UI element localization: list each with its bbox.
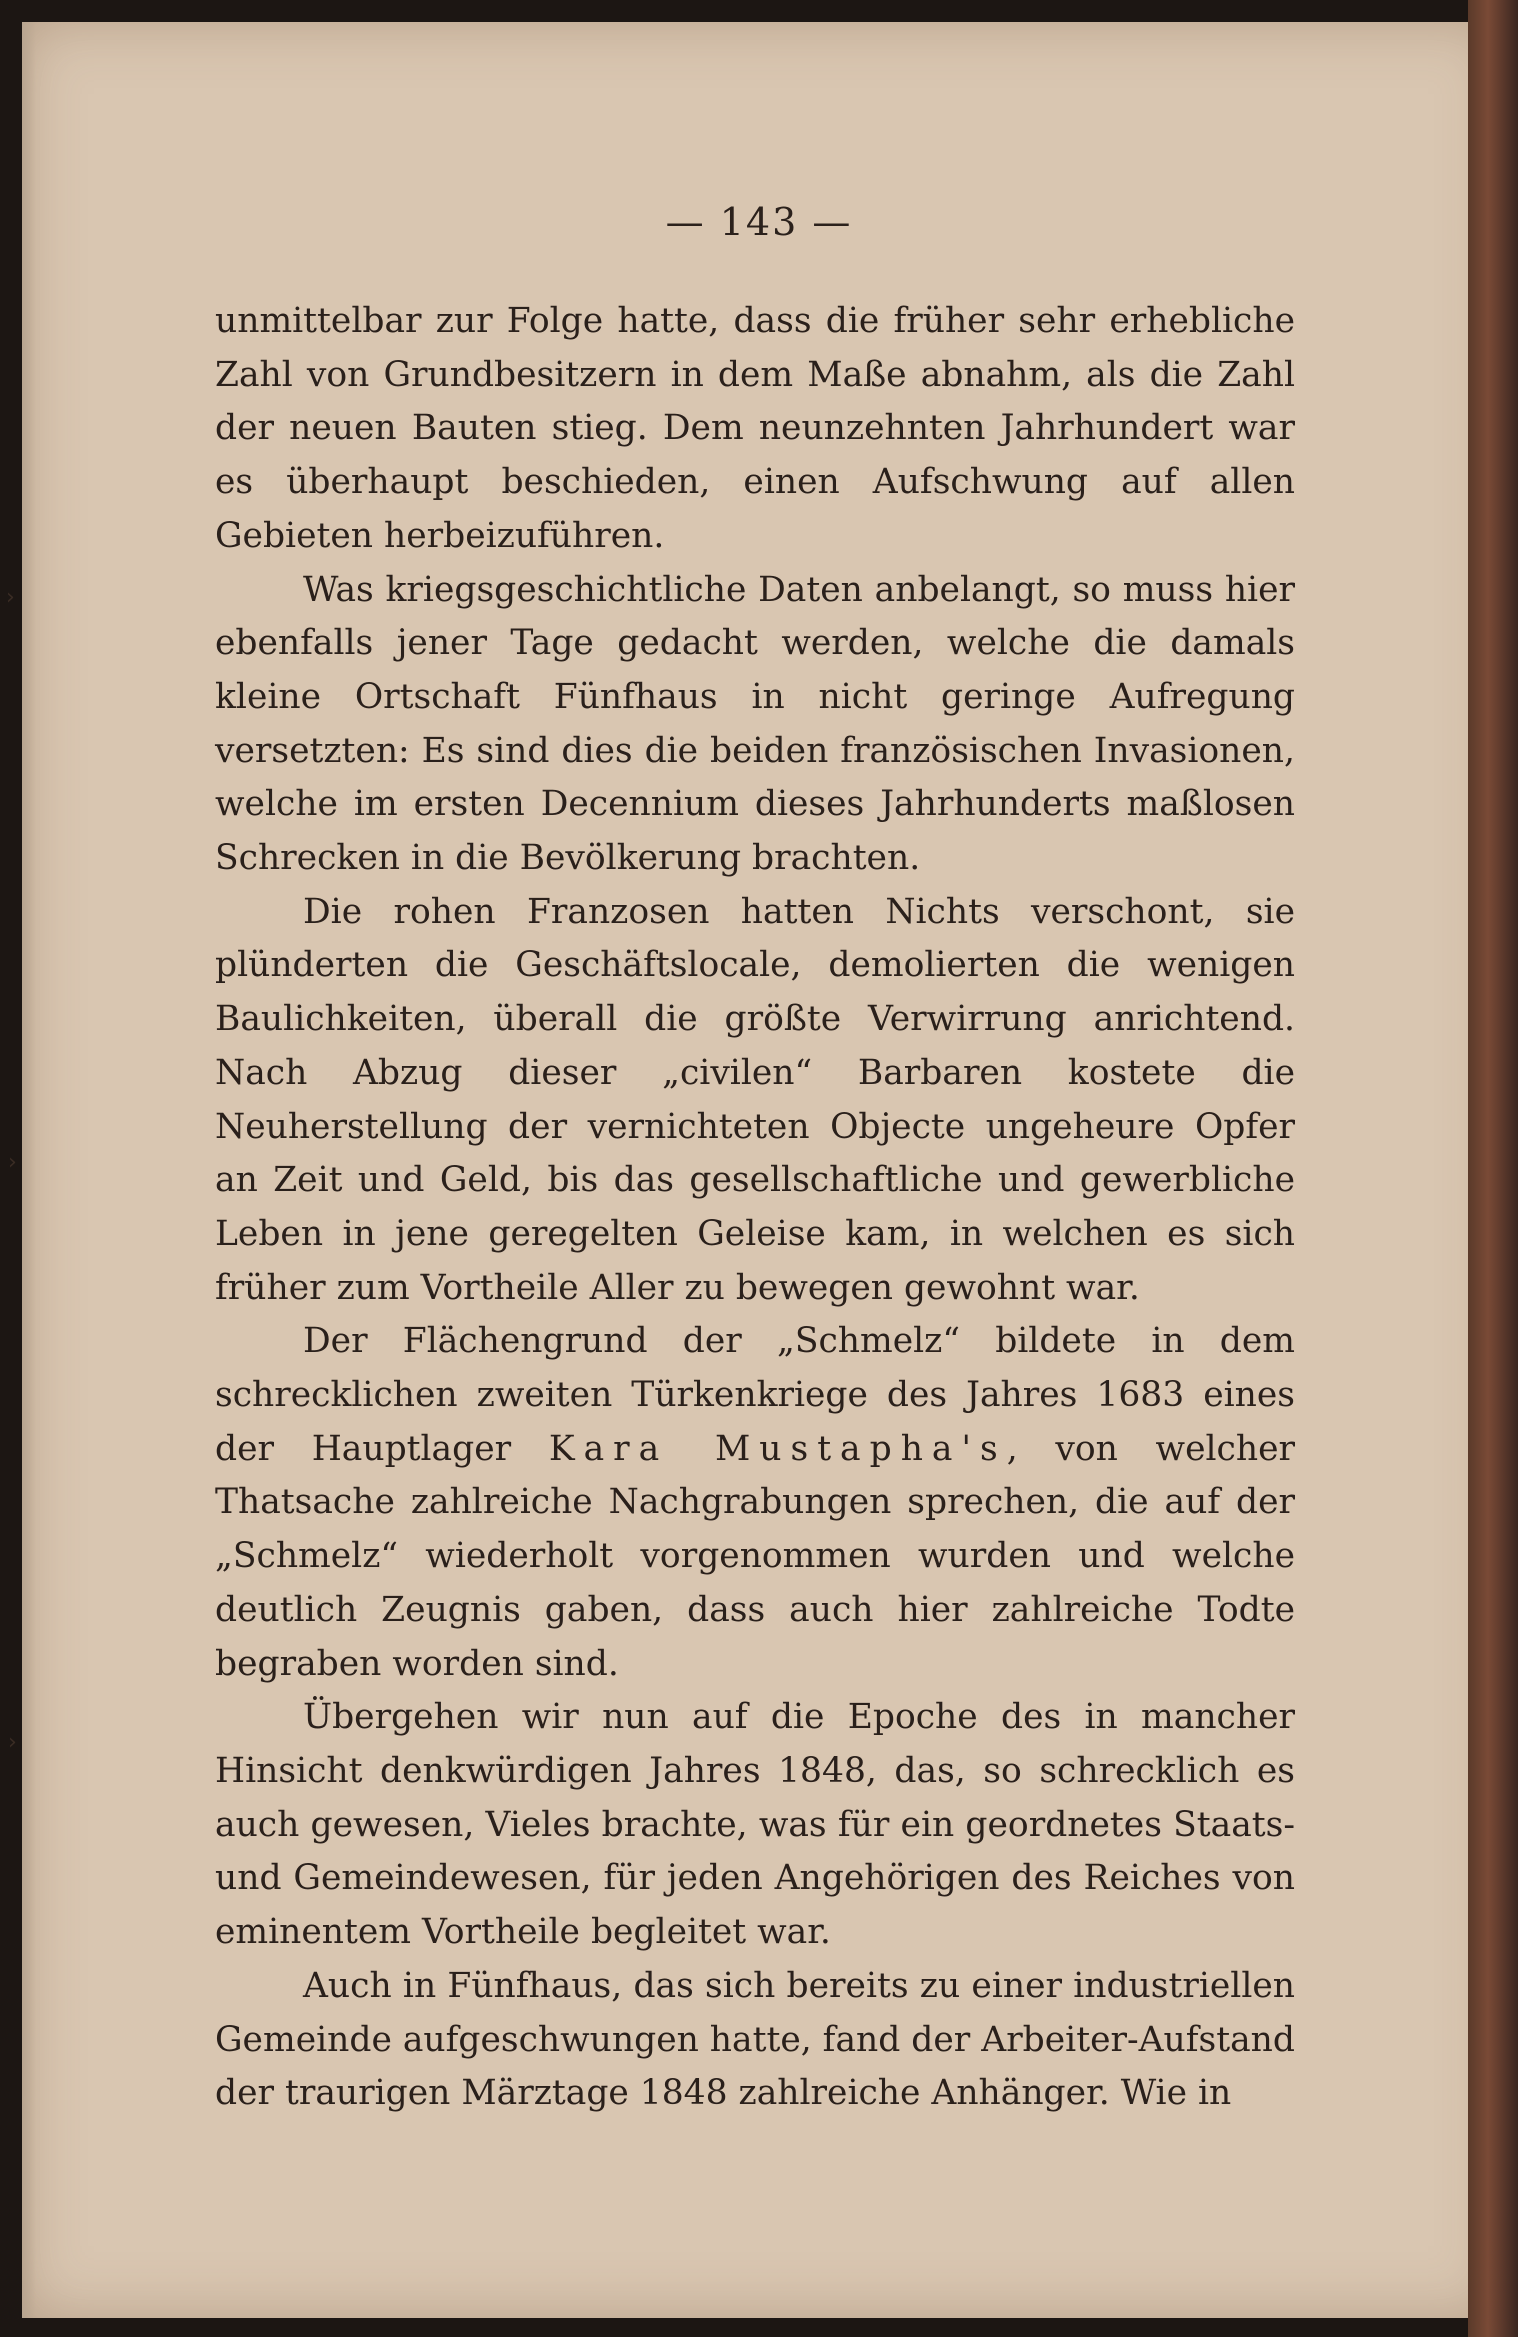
paragraph-2: Was kriegsgeschichtliche Daten anbelangt, so muss hier ebenfalls jener Tage gedacht werden, welche die damals kleine Ortschaft Fünfhaus in nicht geringe Aufregung versetzten: Es sind dies die beiden französischen Invasionen, welche im ersten Decennium dieses Jahrhunderts maßlosen Schrecken in die Bevölkerung brachten. — [215, 569, 1295, 879]
page-number: — 143 — — [665, 200, 853, 244]
paragraph-5: Übergehen wir nun auf die Epoche des in mancher Hinsicht denkwürdigen Jahres 1848, das, so schrecklich es auch gewesen, Vieles brachte, was für ein geordnetes Staats- und Gemeindewesen, für jeden Angehörigen des Reiches von eminentem Vortheile begleitet war. — [215, 1697, 1295, 1953]
paragraph-6: Auch in Fünfhaus, das sich bereits zu einer industriellen Gemeinde aufgeschwungen hatte, fand der Arbeiter-Aufstand der traurigen Märztage 1848 zahlreiche Anhänger. Wie in — [215, 1965, 1295, 2114]
paragraph-3: Die rohen Franzosen hatten Nichts verschont, sie plünderten die Geschäftslocale, demolierten die wenigen Baulichkeiten, überall die größte Verwirrung anrichtend. Nach Abzug dieser „civilen“ Barbaren kostete die Neuherstellung der vernichteten Objecte ungeheure Opfer an Zeit und Geld, bis das gesellschaftliche und gewerbliche Leben in jene geregelten Geleise kam, in welchen es sich früher zum Vortheile Aller zu bewegen gewohnt war. — [215, 891, 1295, 1308]
body-text — [215, 295, 1295, 2121]
paragraph-4-text-start: Der Flächengrund der „Schmelz“ bildete in dem schrecklichen zweiten Türkenkriege des Jahres 1683 eines der Hauptlager — [215, 1321, 1295, 1469]
margin-tick-mark: › — [6, 585, 15, 610]
paragraph-4-spaced-name: Kara Mustapha's — [548, 1428, 1007, 1469]
page-gutter-shadow — [22, 22, 36, 2318]
paragraph-4-text-end: , von welcher Thatsache zahlreiche Nachgrabungen sprechen, die auf der „Schmelz“ wiederholt vorgenommen wurden und welche deutlich Zeugnis gaben, dass auch hier zahlreiche Todte begraben worden sind. — [215, 1428, 1295, 1684]
margin-tick-mark: › — [8, 1150, 17, 1175]
margin-tick-mark: › — [8, 1730, 17, 1755]
book-binding-edge — [1468, 0, 1518, 2337]
paragraph-1: unmittelbar zur Folge hatte, dass die früher sehr erhebliche Zahl von Grundbesitzern in dem Maße abnahm, als die Zahl der neuen Bauten stieg. Dem neunzehnten Jahrhundert war es überhaupt beschieden, einen Aufschwung auf allen Gebieten herbeizuführen. — [215, 301, 1295, 556]
paragraph-4 — [215, 1315, 1295, 1691]
